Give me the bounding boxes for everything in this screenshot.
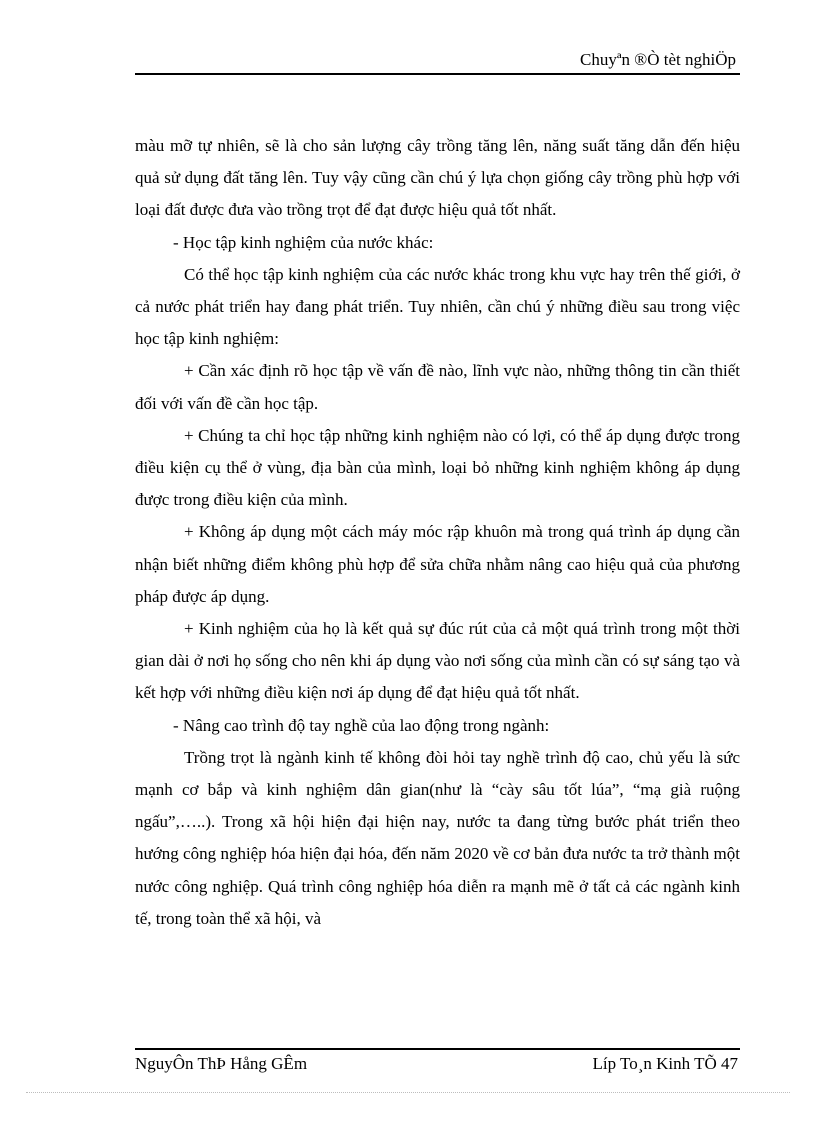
paragraph-continuation: màu mỡ tự nhiên, sẽ là cho sản lượng cây trồng tăng lên, năng suất tăng dẫn đến hiệu quả sử dụng đất tăng lên. Tuy vậy cũng cần chú ý lựa chọn giống cây trồng phù hợp với loại đất được đưa vào trồng trọt để đạt được hiệu quả tốt nhất.	[135, 136, 740, 220]
list-item-3: + Không áp dụng một cách máy móc rập khuôn mà trong quá trình áp dụng cần nhận biết những điểm không phù hợp để sửa chữa nhằm nâng cao hiệu quả của phương pháp được áp dụng.	[135, 522, 740, 606]
section-heading-learning: - Học tập kinh nghiệm của nước khác:	[173, 232, 434, 252]
list-item-2: + Chúng ta chỉ học tập những kinh nghiệm nào có lợi, có thể áp dụng được trong điều kiện cụ thể ở vùng, địa bàn của mình, loại bỏ những kinh nghiệm không áp dụng được trong điều kiện của mình.	[135, 425, 740, 510]
list-item-4: + Kinh nghiệm của họ là kết quả sự đúc rút của cả một quá trình trong một thời gian dài ở nơi họ sống cho nên khi áp dụng vào nơi sống của mình cần có sự sáng tạo và kết hợp với những điều kiện nơi áp dụng để đạt hiệu quả tốt nhất.	[135, 619, 740, 703]
footer-class: Líp To¸n Kinh TÕ 47	[592, 1054, 738, 1073]
list-item-1: + Cần xác định rõ học tập về vấn đề nào, lĩnh vực nào, những thông tin cần thiết đối với vấn đề cần học tập.	[135, 361, 740, 413]
paragraph-learning-intro: Có thể học tập kinh nghiệm của các nước khác trong khu vực hay trên thế giới, ở cả nước phát triển hay đang phát triển. Tuy nhiên, cần chú ý những điều sau trong việc học tập kinh nghiệm:	[135, 264, 740, 349]
page-boundary-dots	[26, 1092, 790, 1093]
running-header: Chuyªn ®Ò tèt nghiÖp	[580, 50, 736, 69]
paragraph-skills: Trồng trọt là ngành kinh tế không đòi hỏi tay nghề trình độ cao, chủ yếu là sức mạnh cơ bắp và kinh nghiệm dân gian(như là “cày sâu tốt lúa”, “mạ già ruộng ngấu”,…..). Trong xã hội hiện đại hiện nay, nước ta đang từng bước phát triển theo hướng công nghiệp hóa hiện đại hóa, đến năm 2020 về cơ bản đưa nước ta trở thành một nước công nghiệp. Quá trình công nghiệp hóa diễn ra mạnh mẽ ở tất cả các ngành kinh tế, trong toàn thể xã hội, và	[135, 747, 740, 928]
document-body	[135, 130, 740, 935]
footer-rule	[135, 1048, 740, 1050]
footer-author: NguyÔn ThÞ Hång GÊm	[135, 1054, 308, 1073]
header-rule	[135, 73, 740, 75]
section-heading-skills: - Nâng cao trình độ tay nghề của lao động trong ngành:	[173, 715, 550, 735]
